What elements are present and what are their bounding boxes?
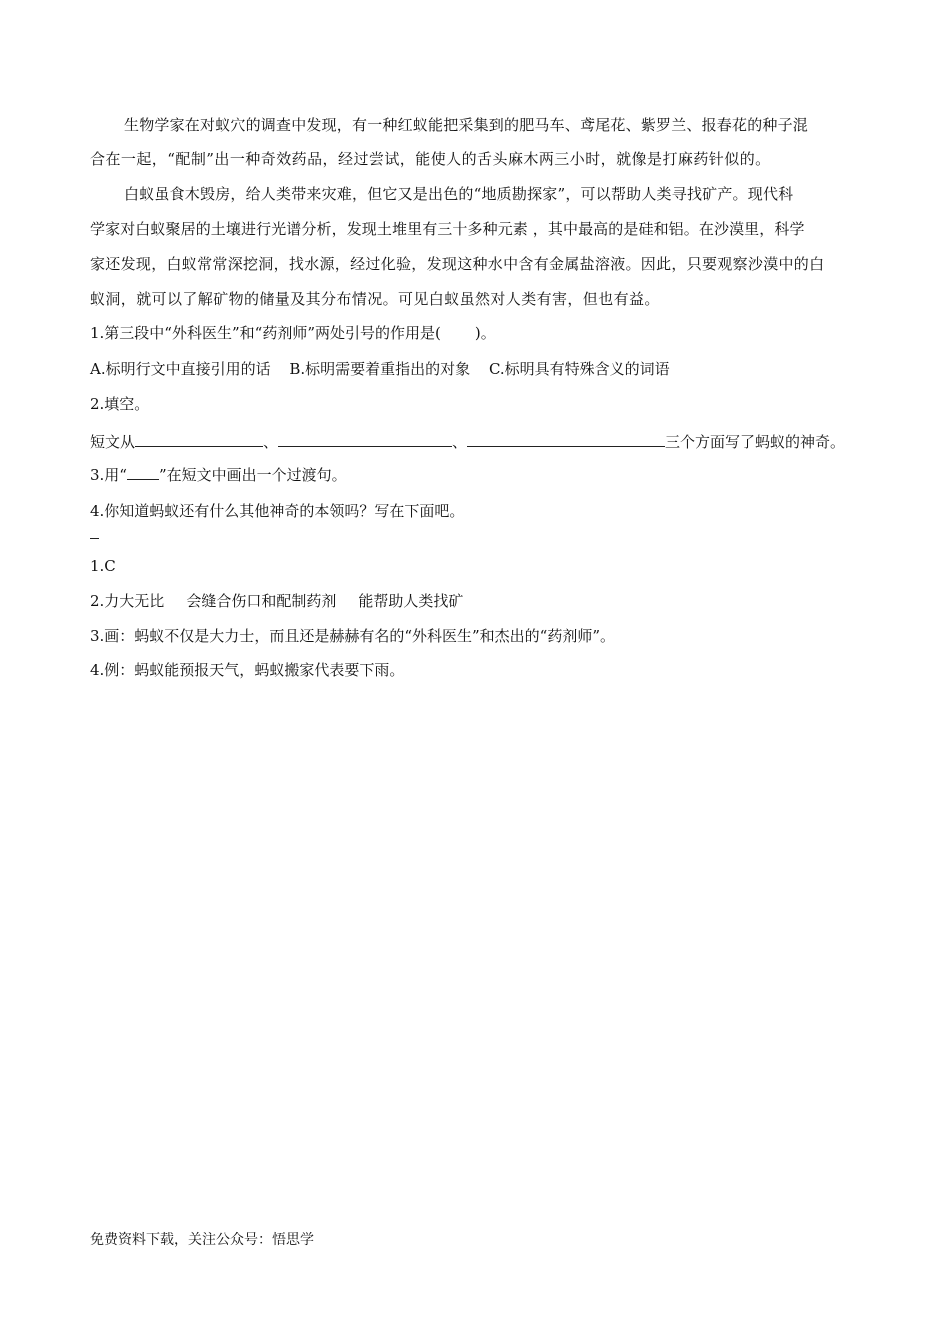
answer-blank-1[interactable] [135,430,263,447]
answer-blank-3[interactable] [467,430,665,447]
answer-blank-2[interactable] [278,430,452,447]
passage-paragraph-2-line-4: 蚁洞，就可以了解矿物的储量及其分布情况。可见白蚁虽然对人类有害，但也有益。 [90,290,660,308]
answer-2-item-2: 会缝合伤口和配制药剂 [186,592,337,610]
question-1-end: )。 [474,324,496,342]
footer-note: 免费资料下载，关注公众号：悟思学 [90,1232,314,1248]
question-3 [90,464,347,486]
answer-3: 3.画：蚂蚁不仅是大力士，而且还是赫赫有名的“外科医生”和杰出的“药剂师”。 [90,627,615,645]
underline-sample [127,465,159,480]
passage-paragraph-1-line-1: 生物学家在对蚁穴的调查中发现，有一种红蚁能把采集到的肥马车、鸢尾花、紫罗兰、报春花的种子混 [124,116,809,134]
answer-2 [90,590,463,612]
question-3-suffix: ”在短文中画出一个过渡句。 [158,466,347,484]
question-2-prefix: 短文从 [90,433,136,451]
question-1-text: 1.第三段中“外科医生”和“药剂师”两处引号的作用是( [90,324,441,342]
question-4: 4.你知道蚂蚁还有什么其他神奇的本领吗？写在下面吧。 [90,502,465,520]
question-2-suffix: 三个方面写了蚂蚁的神奇。 [665,433,846,451]
answer-divider-mark [90,538,99,539]
question-3-prefix: 3.用“ [90,466,127,484]
passage-paragraph-2-line-1: 白蚁虽食木毁房，给人类带来灾难，但它又是出色的“地质勘探家”，可以帮助人类寻找矿产。现代科 [124,185,794,203]
question-2: 2.填空。 [90,395,150,413]
passage-paragraph-1-line-2: 合在一起，“配制”出一种奇效药品，经过尝试，能使人的舌头麻木两三小时，就像是打麻药针似的。 [90,150,771,168]
question-1 [90,322,496,344]
answer-2-item-1: 2.力大无比 [90,592,165,610]
question-2-separator-1: 、 [263,433,279,451]
question-1-options [90,358,670,380]
option-b: B.标明需要着重指出的对象 [289,360,471,378]
passage-paragraph-2-line-2: 学家对白蚁聚居的土壤进行光谱分析，发现土堆里有三十多种元素 ，其中最高的是硅和铝。在沙漠里，科学 [90,220,805,238]
question-2-separator-2: 、 [452,433,468,451]
question-2-fill-line [90,430,845,453]
option-a: A.标明行文中直接引用的话 [90,360,271,378]
option-c: C.标明具有特殊含义的词语 [488,360,670,378]
answer-1: 1.C [90,557,116,575]
passage-paragraph-2-line-3: 家还发现，白蚁常常深挖洞，找水源，经过化验，发现这种水中含有金属盐溶液。因此，只要观察沙漠中的白 [90,255,825,273]
answer-4: 4.例：蚂蚁能预报天气，蚂蚁搬家代表要下雨。 [90,661,405,679]
answer-2-item-3: 能帮助人类找矿 [358,592,464,610]
